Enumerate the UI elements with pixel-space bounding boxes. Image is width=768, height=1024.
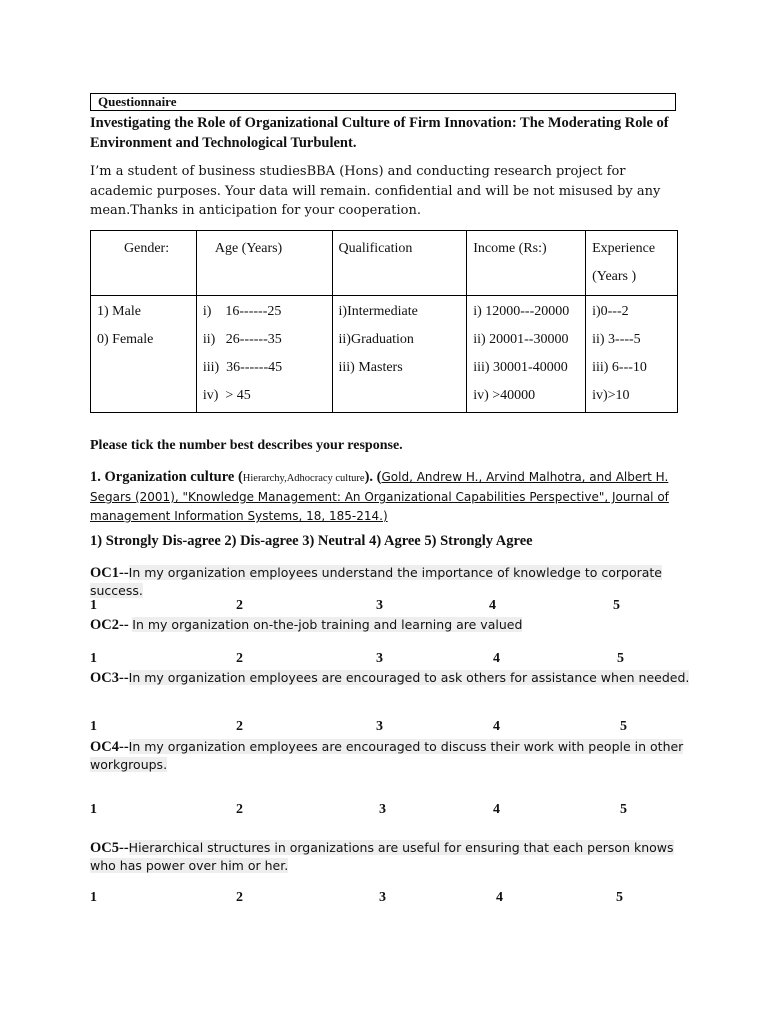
age-option[interactable]: i) 16------25 xyxy=(202,304,282,319)
question-oc5: OC5--Hierarchical structures in organizations are useful for ensuring that each person knows who has power over him or her. xyxy=(90,840,674,873)
qualification-option[interactable]: ii)Graduation xyxy=(338,332,414,347)
gender-option[interactable]: 1) Male xyxy=(97,304,141,319)
question-text: In my organization employees are encouraged to discuss their work with people in other workgroups. xyxy=(90,739,684,772)
experience-options xyxy=(586,296,678,413)
income-option[interactable]: ii) 20001--30000 xyxy=(473,332,569,347)
section-subtitle: Hierarchy,Adhocracy culture xyxy=(242,473,365,484)
qualification-options xyxy=(332,296,467,413)
section-heading: 1. Organization culture (Hierarchy,Adhocracy culture). (Gold, Andrew H., Arvind Malhotra, and Albert H. Segars (2001), "Knowledge Management: An Organizational Capabilities Perspective", Journal of management Information Systems, 18, 185-214.) xyxy=(90,469,669,523)
question-code: OC2 xyxy=(90,617,119,633)
income-option[interactable]: iii) 30001-40000 xyxy=(473,360,568,375)
question-text: In my organization on-the-job training and learning are valued xyxy=(132,617,523,632)
rating-option[interactable]: 4 xyxy=(496,890,503,905)
experience-option[interactable]: iv)>10 xyxy=(592,388,630,403)
rating-option[interactable]: 1 xyxy=(90,651,97,666)
rating-option[interactable]: 5 xyxy=(620,719,627,734)
question-code: OC3 xyxy=(90,670,119,686)
header-qualification: Qualification xyxy=(332,231,467,296)
rating-option[interactable]: 2 xyxy=(236,890,243,905)
rating-scale-legend: 1) Strongly Dis-agree 2) Dis-agree 3) Neutral 4) Agree 5) Strongly Agree xyxy=(90,533,533,549)
document-title: Investigating the Role of Organizational Culture of Firm Innovation: The Moderating Role of Environment and Technological Turbulent. xyxy=(90,115,669,151)
qualification-option[interactable]: i)Intermediate xyxy=(338,304,418,319)
gender-options xyxy=(91,296,197,413)
rating-option[interactable]: 3 xyxy=(376,598,383,613)
rating-option[interactable]: 3 xyxy=(379,802,386,817)
rating-option[interactable]: 4 xyxy=(493,802,500,817)
question-code: OC4 xyxy=(90,739,119,755)
qualification-option[interactable]: iii) Masters xyxy=(338,360,403,375)
question-oc1: OC1--In my organization employees understand the importance of knowledge to corporate success. xyxy=(90,565,662,598)
rating-option[interactable]: 5 xyxy=(613,598,620,613)
age-option[interactable]: ii) 26------35 xyxy=(202,332,282,347)
header-income: Income (Rs:) xyxy=(467,231,586,296)
age-option[interactable]: iv) > 45 xyxy=(202,388,251,403)
rating-option[interactable]: 3 xyxy=(379,890,386,905)
experience-option[interactable]: ii) 3----5 xyxy=(592,332,641,347)
question-text: In my organization employees are encouraged to ask others for assistance when needed. xyxy=(128,670,690,685)
question-oc2: OC2-- In my organization on-the-job training and learning are valued xyxy=(90,617,523,633)
rating-option[interactable]: 2 xyxy=(236,719,243,734)
income-option[interactable]: iv) >40000 xyxy=(473,388,536,403)
questionnaire-label: Questionnaire xyxy=(90,93,676,111)
question-text: Hierarchical structures in organizations are useful for ensuring that each person knows who has power over him or her. xyxy=(90,840,674,873)
header-age: Age (Years) xyxy=(196,231,332,296)
rating-option[interactable]: 2 xyxy=(236,802,243,817)
question-oc4: OC4--In my organization employees are encouraged to discuss their work with people in other workgroups. xyxy=(90,739,684,772)
income-option[interactable]: i) 12000---20000 xyxy=(473,304,570,319)
age-options xyxy=(196,296,332,413)
rating-option[interactable]: 1 xyxy=(90,890,97,905)
rating-option[interactable]: 5 xyxy=(616,890,623,905)
rating-option[interactable]: 1 xyxy=(90,719,97,734)
question-text: In my organization employees understand the importance of knowledge to corporate success. xyxy=(90,565,662,598)
experience-option[interactable]: iii) 6---10 xyxy=(592,360,647,375)
demographics-table xyxy=(90,230,678,413)
instructions: Please tick the number best describes your response. xyxy=(90,438,403,453)
intro-paragraph: I’m a student of business studiesBBA (Hons) and conducting research project for academic purposes. Your data will remain. confidential and will be not misused by any mean.Thanks in anticipation for your cooperation. xyxy=(90,164,661,218)
gender-option[interactable]: 0) Female xyxy=(97,332,154,347)
rating-option[interactable]: 5 xyxy=(617,651,624,666)
rating-option[interactable]: 3 xyxy=(376,651,383,666)
rating-option[interactable]: 2 xyxy=(236,651,243,666)
header-experience: Experience (Years ) xyxy=(586,231,678,296)
age-option[interactable]: iii) 36------45 xyxy=(202,360,283,375)
section-title: 1. Organization culture xyxy=(90,469,235,485)
rating-option[interactable]: 4 xyxy=(493,719,500,734)
income-options xyxy=(467,296,586,413)
experience-option[interactable]: i)0---2 xyxy=(592,304,629,319)
rating-option[interactable]: 4 xyxy=(489,598,496,613)
rating-option[interactable]: 5 xyxy=(620,802,627,817)
question-code: OC1 xyxy=(90,565,119,581)
rating-option[interactable]: 3 xyxy=(376,719,383,734)
rating-option[interactable]: 1 xyxy=(90,802,97,817)
header-gender: Gender: xyxy=(91,231,197,296)
question-oc3: OC3--In my organization employees are encouraged to ask others for assistance when needed. xyxy=(90,670,690,686)
question-code: OC5 xyxy=(90,840,119,856)
reference-citation: Gold, Andrew H., Arvind Malhotra, and Albert H. Segars (2001), "Knowledge Management: An Organizational Capabilities Perspective", Journal of management Information Systems, 18, 185-214. xyxy=(90,470,669,523)
rating-option[interactable]: 1 xyxy=(90,598,97,613)
rating-option[interactable]: 2 xyxy=(236,598,243,613)
rating-option[interactable]: 4 xyxy=(493,651,500,666)
